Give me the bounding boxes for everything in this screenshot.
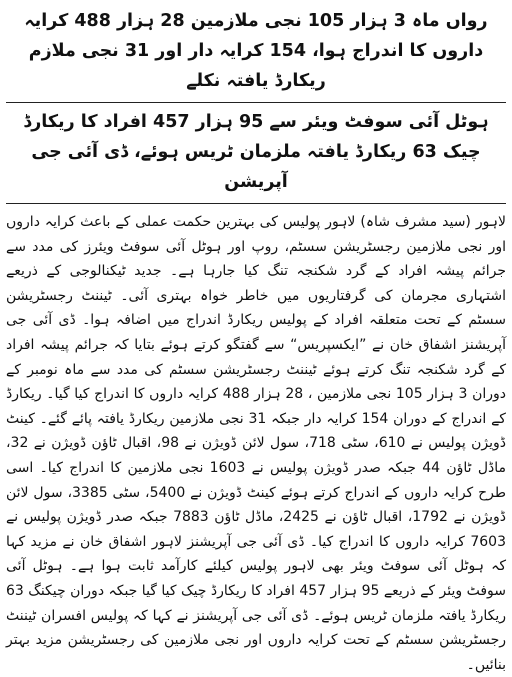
headline-secondary: ہوٹل آئی سوفٹ ویئر سے 95 ہزار 457 افراد کا ریکارڈ چیک 63 ریکارڈ یافتہ ملزمان ٹریس ہوئے، ڈی آئی جی آپریشن xyxy=(23,112,489,192)
article-body: لاہور (سید مشرف شاہ) لاہور پولیس کی بہترین حکمت عملی کے باعث کرایہ داروں اور نجی ملازمین رجسٹریشن سسٹم، روپ اور ہوٹل آئی سوفٹ ویئرز کی مدد سے جرائم پیشہ افراد کے گرد شکنجہ تنگ کیا جارہا ہے۔ جدید ٹیکنالوجی کے ذریعے اشتہاری مجرمان کی گرفتاریوں میں خاطر خواہ بہتری آئی۔ ٹیننٹ رجسٹریشن سسٹم کے تحت متعلقہ افراد کے پولیس ریکارڈ اندراج میں اضافہ ہوا۔ ڈی آئی جی آپریشنز اشفاق خان نے ”ایکسپریس“ سے گفتگو کرتے ہوئے بتایا کہ جرائم پیشہ افراد کے گرد شکنجہ تنگ کرتے ہوئے ٹیننٹ رجسٹریشن سسٹم کی مدد سے ماہ نومبر کے دوران 3 ہزار 105 نجی ملازمین ، 28 ہزار 488 کرایہ داروں کا اندراج کیا گیا۔ ریکارڈ کے اندراج کے دوران 154 کرایہ دار جبکہ 31 نجی ملازمین ریکارڈ یافتہ پائے گئے۔ کینٹ ڈویژن پولیس نے 610، سٹی 718، سول لائن ڈویژن نے 98، اقبال ٹاؤن ڈویژن نے 32، ماڈل ٹاؤن 44 جبکہ صدر ڈویژن پولیس نے 1603 نجی ملازمین کا اندراج کیا۔ اسی طرح کرایہ داروں کے اندراج کرتے ہوئے کینٹ ڈویژن نے 5400، سٹی 3385، سول لائن ڈویژن نے 1792، اقبال ٹاؤن نے 2425، ماڈل ٹاؤن 7883 جبکہ صدر ڈویژن پولیس نے 7603 کرایہ داروں کا اندراج کیا۔ ڈی آئی جی آپریشنز لاہور اشفاق خان نے مزید کہا کہ ہوٹل آئی سوفٹ ویئر بھی لاہور پولیس کیلئے کارآمد ثابت ہوا ہے۔ ہوٹل آئی سوفٹ ویئر کے ذریعے 95 ہزار 457 افراد کا ریکارڈ چیک کیا گیا جبکہ دوران چیکنگ 63 ریکارڈ یافتہ ملزمان ٹریس ہوئے۔ ڈی آئی جی آپریشنز نے کہا کہ پولیس افسران ٹیننٹ رجسٹریشن سسٹم کے تحت کرایہ داروں اور نجی ملازمین کی رجسٹریشن مزید بہتر بنائیں۔ xyxy=(6,214,507,673)
body-divider xyxy=(6,203,506,204)
headline-primary: رواں ماہ 3 ہزار 105 نجی ملازمین 28 ہزار 488 کرایہ داروں کا اندراج ہوا، 154 کرایہ دار اور 31 نجی ملازم ریکارڈ یافتہ نکلے xyxy=(24,11,488,91)
headline-divider xyxy=(6,102,506,103)
